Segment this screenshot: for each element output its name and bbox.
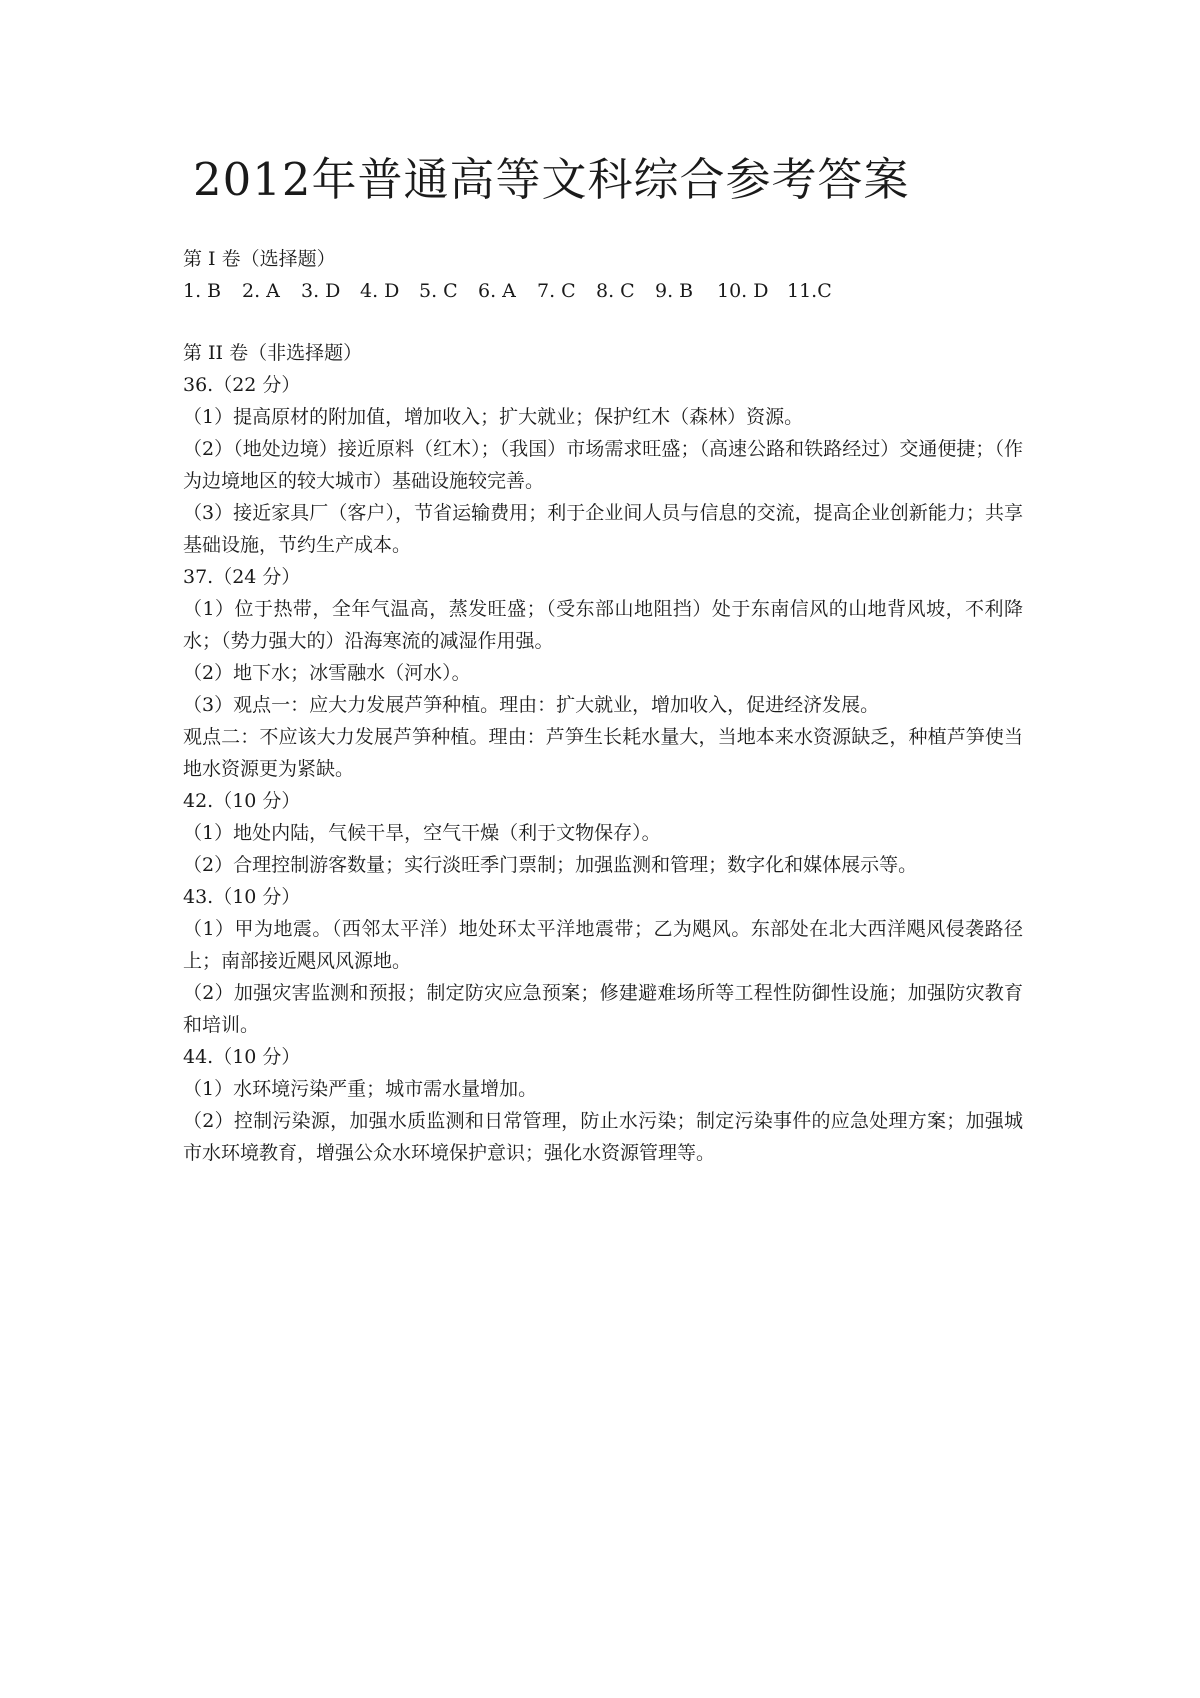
q44-answer-1: （1）水环境污染严重；城市需水量增加。: [183, 1078, 538, 1100]
part1-heading: 第 I 卷（选择题）: [183, 248, 336, 270]
q37-answer-3: （3）观点一：应大力发展芦笋种植。理由：扩大就业，增加收入，促进经济发展。: [183, 694, 880, 716]
q43-answer-1: （1）甲为地震。（西邻太平洋）地处环太平洋地震带；乙为飓风。东部处在北大西洋飓风侵袭路径上；南部接近飓风风源地。: [183, 918, 1023, 972]
answer-10: 10. D: [717, 280, 769, 302]
answer-6: 6. A: [478, 280, 516, 302]
part2-heading: 第 II 卷（非选择题）: [183, 342, 363, 364]
q37-answer-1: （1）位于热带，全年气温高，蒸发旺盛；（受东部山地阻挡）处于东南信风的山地背风坡，不利降水；（势力强大的）沿海寒流的减湿作用强。: [183, 598, 1023, 652]
answer-8: 8. C: [596, 280, 635, 302]
q36-answer-3: （3）接近家具厂（客户），节省运输费用；利于企业间人员与信息的交流，提高企业创新能力；共享基础设施，节约生产成本。: [183, 502, 1023, 556]
choice-answers: [183, 275, 1023, 307]
answer-11: 11.C: [787, 280, 832, 302]
q43-answer-2: （2）加强灾害监测和预报；制定防灾应急预案；修建避难场所等工程性防御性设施；加强防灾教育和培训。: [183, 982, 1023, 1036]
answer-content: [183, 243, 1023, 1169]
answer-9: 9. B: [655, 280, 694, 302]
q42-header: 42.（10 分）: [183, 790, 301, 812]
q36-header: 36.（22 分）: [183, 374, 301, 396]
answer-5: 5. C: [419, 280, 458, 302]
answer-3: 3. D: [301, 280, 341, 302]
q44-header: 44.（10 分）: [183, 1046, 301, 1068]
q37-header: 37.（24 分）: [183, 566, 301, 588]
q37-answer-2: （2）地下水；冰雪融水（河水）。: [183, 662, 471, 684]
page-title: 2012年普通高等文科综合参考答案: [193, 153, 910, 206]
q44-answer-2: （2）控制污染源，加强水质监测和日常管理，防止水污染；制定污染事件的应急处理方案；加强城市水环境教育，增强公众水环境保护意识；强化水资源管理等。: [183, 1110, 1023, 1164]
answer-7: 7. C: [537, 280, 576, 302]
q36-answer-1: （1）提高原材的附加值，增加收入；扩大就业；保护红木（森林）资源。: [183, 406, 804, 428]
answer-2: 2. A: [242, 280, 280, 302]
q42-answer-1: （1）地处内陆，气候干旱，空气干燥（利于文物保存）。: [183, 822, 661, 844]
answer-4: 4. D: [360, 280, 400, 302]
answer-1: 1. B: [183, 280, 222, 302]
q36-answer-2: （2）（地处边境）接近原料（红木）；（我国）市场需求旺盛；（高速公路和铁路经过）交通便捷；（作为边境地区的较大城市）基础设施较完善。: [183, 438, 1023, 492]
q43-header: 43.（10 分）: [183, 886, 301, 908]
q42-answer-2: （2）合理控制游客数量；实行淡旺季门票制；加强监测和管理；数字化和媒体展示等。: [183, 854, 918, 876]
q37-answer-4: 观点二：不应该大力发展芦笋种植。理由：芦笋生长耗水量大，当地本来水资源缺乏，种植芦笋使当地水资源更为紧缺。: [183, 726, 1023, 780]
